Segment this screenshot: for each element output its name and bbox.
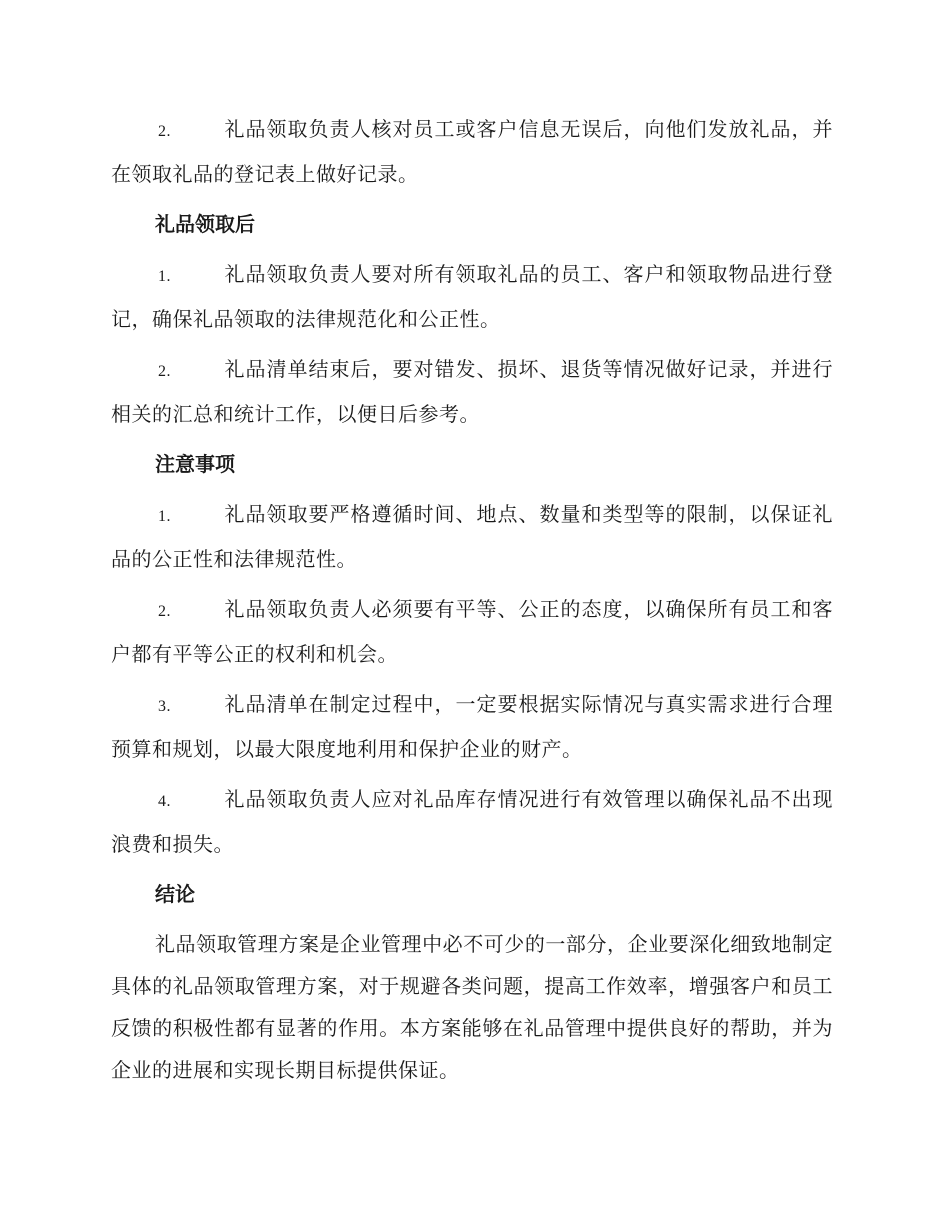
list-number: 4. — [158, 793, 171, 810]
list-item — [111, 588, 833, 675]
section-heading: 注意事项 — [155, 452, 235, 476]
list-item — [111, 778, 833, 865]
list-item-text: 礼品清单在制定过程中，一定要根据实际情况与真实需求进行合理预算和规划，以最大限度地利用和保护企业的财产。 — [111, 692, 833, 761]
list-item — [111, 108, 833, 195]
list-number: 2. — [158, 123, 171, 140]
section-heading: 结论 — [155, 882, 195, 906]
document-page — [111, 108, 833, 1099]
list-item-text: 礼品领取负责人要对所有领取礼品的员工、客户和领取物品进行登记，确保礼品领取的法律规范化和公正性。 — [111, 262, 833, 331]
list-item — [111, 683, 833, 770]
list-item — [111, 253, 833, 340]
list-item — [111, 493, 833, 580]
list-item-text: 礼品领取负责人必须要有平等、公正的态度，以确保所有员工和客户都有平等公正的权利和机会。 — [111, 597, 833, 666]
section-heading: 礼品领取后 — [155, 212, 255, 236]
list-number: 2. — [158, 603, 171, 620]
list-item-text: 礼品领取负责人应对礼品库存情况进行有效管理以确保礼品不出现浪费和损失。 — [111, 787, 833, 856]
list-item-text: 礼品清单结束后，要对错发、损坏、退货等情况做好记录，并进行相关的汇总和统计工作，以便日后参考。 — [111, 357, 833, 426]
list-item-text: 礼品领取要严格遵循时间、地点、数量和类型等的限制，以保证礼品的公正性和法律规范性。 — [111, 502, 833, 571]
list-number: 1. — [158, 508, 171, 525]
body-paragraph: 礼品领取管理方案是企业管理中必不可少的一部分，企业要深化细致地制定具体的礼品领取管理方案，对于规避各类问题，提高工作效率，增强客户和员工反馈的积极性都有显著的作用。本方案能够在礼品管理中提供良好的帮助，并为企业的进展和实现长期目标提供保证。 — [111, 932, 833, 1082]
list-item — [111, 348, 833, 435]
list-item-text: 礼品领取负责人核对员工或客户信息无误后，向他们发放礼品，并在领取礼品的登记表上做好记录。 — [111, 117, 833, 186]
list-number: 3. — [158, 698, 171, 715]
list-number: 2. — [158, 363, 171, 380]
list-number: 1. — [158, 268, 171, 285]
